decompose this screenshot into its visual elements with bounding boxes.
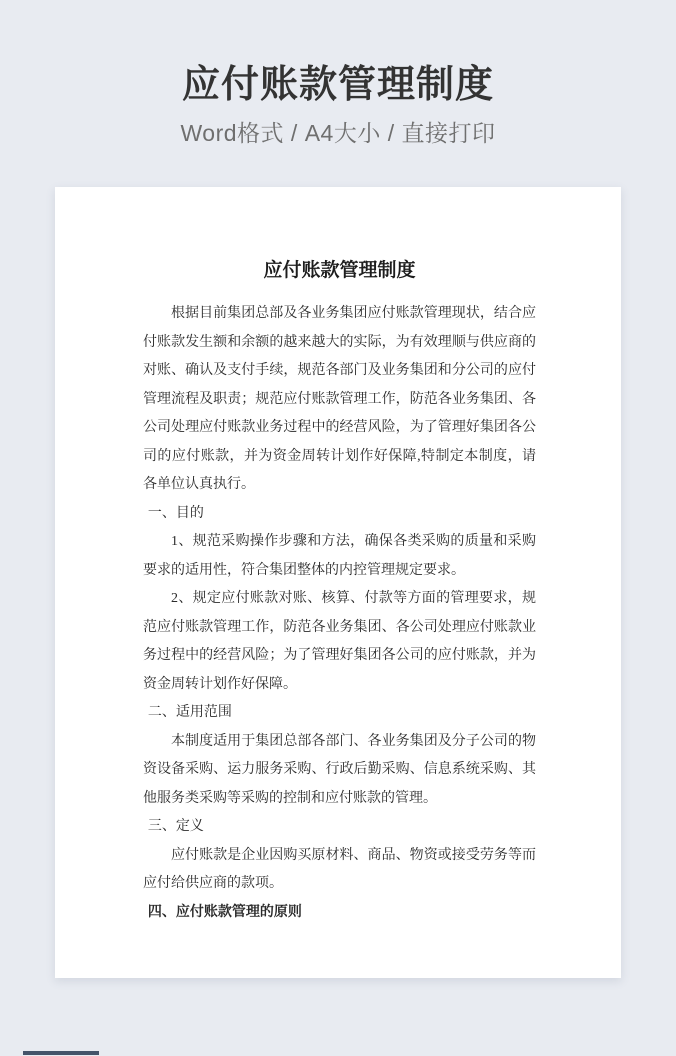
document-content xyxy=(55,187,621,927)
section-heading-2: 二、适用范围 xyxy=(147,705,232,720)
section-heading-3: 三、定义 xyxy=(147,819,204,834)
section-heading-1: 一、目的 xyxy=(147,505,204,521)
template-subtitle: Word格式 / A4大小 / 直接打印 xyxy=(180,120,496,146)
paragraph-purpose-1: 1、规范采购操作步骤和方法，确保各类采购的质量和采购要求的适用性，符合集团整体的内控管理规定要求。 xyxy=(143,534,536,578)
paragraph-purpose-2: 2、规定应付账款对账、核算、付款等方面的管理要求，规范应付账款管理工作，防范各业务集团、各公司处理应付账款业务过程中的经营风险；为了管理好集团各公司的应付账款，并为资金周转计划作好保障。 xyxy=(143,591,536,692)
paragraph-scope: 本制度适用于集团总部各部门、各业务集团及分子公司的物资设备采购、运力服务采购、行政后勤采购、信息系统采购、其他服务类采购等采购的控制和应付账款的管理。 xyxy=(143,733,536,806)
document-title: 应付账款管理制度 xyxy=(263,260,416,281)
paragraph-intro: 根据目前集团总部及各业务集团应付账款管理现状，结合应付账款发生额和余额的越来越大的实际，为有效理顺与供应商的对账、确认及支付手续，规范各部门及业务集团和分公司的应付管理流程及职责；规范应付账款管理工作，防范各业务集团、各公司处理应付账款业务过程中的经营风险，为了管理好集团各公司的应付账款，并为资金周转计划作好保障,特制定本制度，请各单位认真执行。 xyxy=(143,306,536,492)
document-page-preview[interactable] xyxy=(55,187,621,978)
document-body xyxy=(143,300,536,927)
paragraph-definition: 应付账款是企业因购买原材料、商品、物资或接受劳务等而应付给供应商的款项。 xyxy=(143,847,536,891)
section-heading-4: 四、应付账款管理的原则 xyxy=(147,904,302,920)
template-title: 应付账款管理制度 xyxy=(181,64,494,106)
hero-header xyxy=(0,0,676,148)
footer-bar-fragment xyxy=(23,1051,99,1055)
